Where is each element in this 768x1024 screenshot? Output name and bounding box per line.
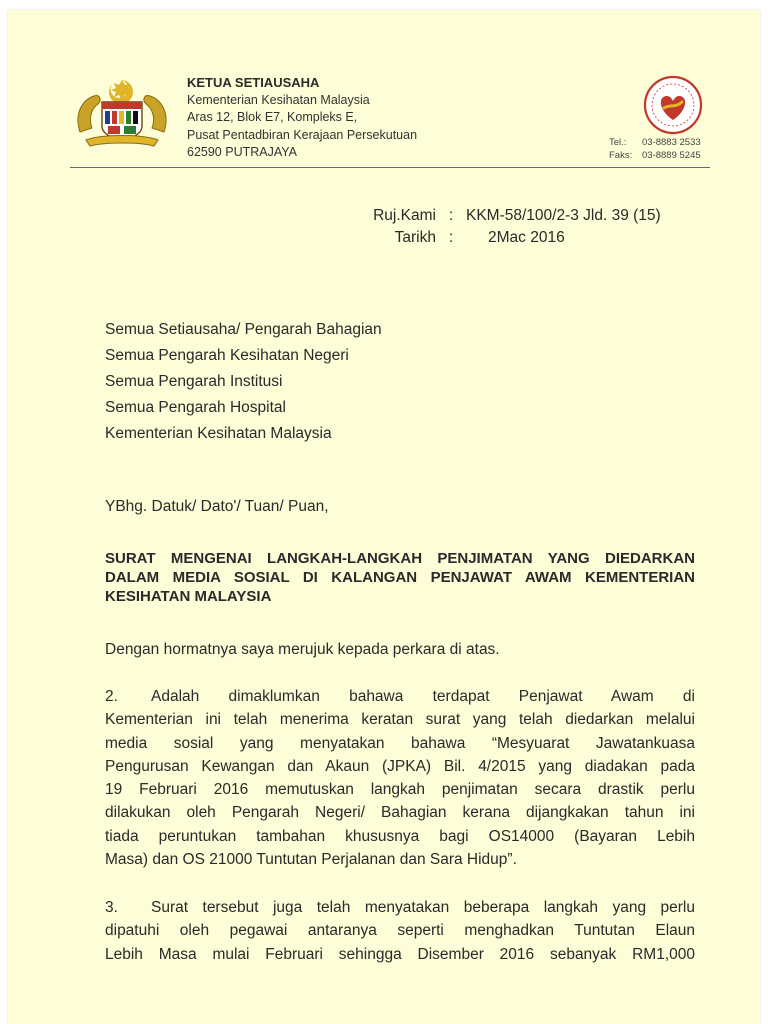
recipient-list	[105, 317, 382, 447]
paragraph-3	[105, 896, 695, 966]
letterhead-address	[187, 74, 417, 162]
paragraph-line: dilakukan oleh Pengarah Negeri/ Bahagian kerana dijangkakan tahun ini	[105, 804, 695, 822]
date-label: Tarikh	[394, 229, 436, 246]
paragraph-line: tiada peruntukan tambahan khususnya bagi OS14000 (Bayaran Lebih	[105, 827, 695, 845]
address-line: Pusat Pentadbiran Kerajaan Persekutuan	[187, 127, 418, 142]
ref-value: KKM-58/100/2-3 Jld. 39 (15)	[466, 207, 661, 224]
date-colon: :	[448, 229, 454, 246]
heart-emblem-icon	[638, 74, 708, 136]
address-line: 62590 PUTRAJAYA	[187, 145, 298, 159]
letter-page	[8, 10, 760, 1024]
header-divider	[70, 167, 710, 168]
fax-label: Faks:	[609, 149, 633, 161]
paragraph-2	[105, 685, 695, 871]
reference-block	[356, 205, 661, 249]
opening-paragraph: Dengan hormatnya saya merujuk kepada perkara di atas.	[105, 641, 500, 658]
paragraph-line: media sosial yang menyatakan bahawa “Mesyuarat Jawatankuasa	[105, 734, 695, 752]
recipient-line: Semua Pengarah Hospital	[105, 399, 286, 416]
paragraph-line: 19 Februari 2016 memutuskan langkah penjimatan secara drastik perlu	[105, 781, 695, 799]
paragraph-line: Kementerian ini telah menerima keratan surat yang telah diedarkan melalui	[105, 711, 695, 729]
paragraph-line: Pengurusan Kewangan dan Akaun (JPKA) Bil. 4/2015 yang diadakan pada	[105, 757, 695, 775]
recipient-line: Semua Pengarah Institusi	[105, 373, 283, 390]
paragraph-line: 2. Adalah dimaklumkan bahawa terdapat Penjawat Awam di	[105, 685, 695, 708]
fax-number: 03-8889 5245	[642, 149, 701, 161]
office-title: KETUA SETIAUSAHA	[187, 75, 320, 90]
paragraph-line: Masa) dan OS 21000 Tuntutan Perjalanan dan Sara Hidup”.	[105, 851, 517, 869]
malaysia-coat-of-arms-icon	[72, 74, 172, 150]
salutation: YBhg. Datuk/ Dato'/ Tuan/ Puan,	[105, 498, 329, 515]
subject-heading: SURAT MENGENAI LANGKAH-LANGKAH PENJIMATAN YANG DIEDARKAN DALAM MEDIA SOSIAL DI KALANGAN PENJAWAT AWAM KEMENTERIAN KESIHATAN MALAYSIA	[105, 550, 695, 605]
address-line: Aras 12, Blok E7, Kompleks E,	[187, 110, 358, 124]
date-value: 2Mac 2016	[488, 229, 565, 246]
recipient-line: Semua Pengarah Kesihatan Negeri	[105, 347, 349, 364]
ref-colon: :	[448, 207, 454, 224]
paragraph-line: Lebih Masa mulai Februari sehingga Disember 2016 sebanyak RM1,000	[105, 945, 695, 963]
ref-label: Ruj.Kami	[373, 207, 436, 224]
tel-number: 03-8883 2533	[642, 137, 701, 148]
tel-label: Tel.:	[609, 137, 627, 148]
recipient-line: Kementerian Kesihatan Malaysia	[105, 425, 332, 442]
paragraph-number: 3.	[105, 899, 118, 916]
paragraph-line: 3. Surat tersebut juga telah menyatakan beberapa langkah yang perlu	[105, 896, 695, 919]
paragraph-line: dipatuhi oleh pegawai antaranya seperti menghadkan Tuntutan Elaun	[105, 922, 695, 940]
address-line: Kementerian Kesihatan Malaysia	[187, 92, 370, 107]
recipient-line: Semua Setiausaha/ Pengarah Bahagian	[105, 321, 382, 338]
paragraph-number: 2.	[105, 688, 118, 705]
contact-info	[609, 137, 701, 162]
